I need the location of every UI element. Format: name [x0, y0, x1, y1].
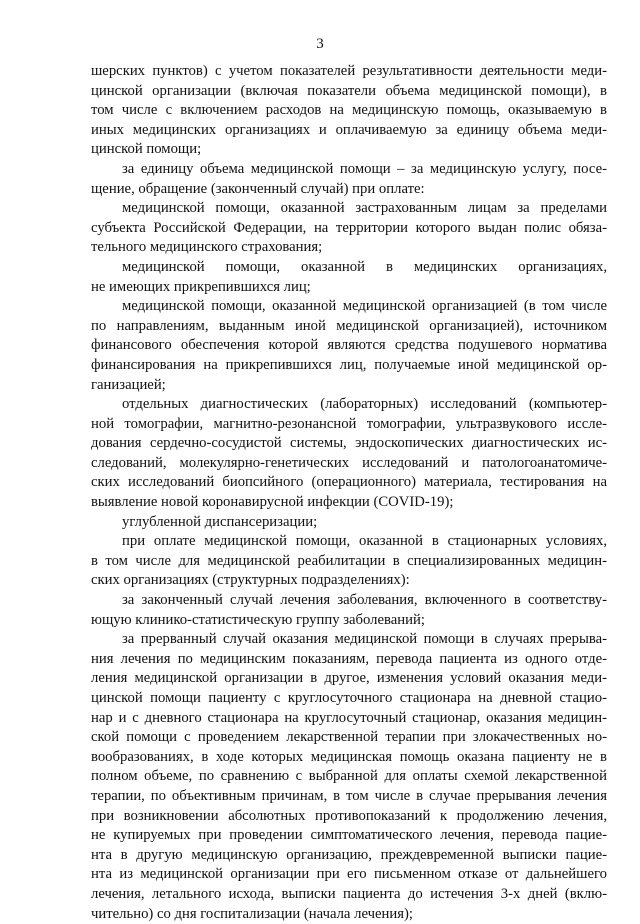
text-line: отдельных диагностических (лабораторных) исследований (компьютер-: [122, 396, 607, 413]
text-line: цинской помощи;: [91, 141, 202, 158]
text-line: чительно) со дня госпитализации (начала лечения);: [91, 905, 413, 922]
text-line: шерских пунктов) с учетом показателей результативности деятельности меди-: [91, 63, 607, 79]
text-line: ния лечения по медицинским показаниям, перевода пациента из одного отде-: [91, 650, 607, 667]
text-line: полном объеме, по сравнению с выбранной для оплаты схемой лекарственной: [91, 768, 607, 785]
text-line: ских организациях (структурных подразделениях):: [91, 572, 410, 589]
paragraph: [91, 62, 607, 160]
text-line: углубленной диспансеризации;: [122, 513, 318, 530]
paragraph: [91, 591, 607, 630]
text-line: нта из медицинской организации при его письменном отказе от дальнейшего: [91, 866, 607, 883]
text-line: субъекта Российской Федерации, на территории которого выдан полис обяза-: [91, 219, 607, 236]
text-line: медицинской помощи, оказанной застрахованным лицам за пределами: [122, 200, 607, 217]
document-body: [91, 62, 607, 924]
text-line: щение, обращение (законченный случай) при оплате:: [91, 180, 425, 197]
text-line: нта в другую медицинскую организацию, преждевременной выписки пацие-: [91, 846, 607, 863]
text-line: ной томографии, магнитно-резонансной томографии, ультразвукового иссле-: [91, 415, 607, 432]
text-line: при оплате медицинской помощи, оказанной в стационарных условиях,: [122, 533, 607, 550]
text-line: медицинской помощи, оказанной медицинской организацией (в том числе: [122, 298, 607, 315]
paragraph: [91, 258, 607, 297]
text-line: ской помощи с проведением лекарственной терапии при злокачественных но-: [91, 729, 607, 746]
text-line: иных медицинских организациях и оплачиваемую за единицу объема меди-: [91, 121, 607, 138]
text-line: нар и с дневного стационара на круглосуточный стационар, оказания медицин-: [91, 709, 607, 726]
paragraph: [91, 297, 607, 395]
text-line: не имеющих прикрепившихся лиц;: [91, 278, 311, 295]
text-line: не купируемых при проведении симптоматического лечения, перевода пацие-: [91, 827, 607, 844]
text-line: вообразованиях, в ходе которых медицинская помощь оказана пациенту не в: [91, 748, 607, 765]
paragraph: [91, 630, 607, 924]
text-line: том числе с включением расходов на медицинскую помощь, оказываемую в: [91, 102, 607, 119]
text-line: лечения, летального исхода, выписки пациента до истечения 3-х дней (вклю-: [91, 885, 607, 902]
paragraph: [91, 160, 607, 199]
text-line: терапии, по объективным причинам, в том числе в случае прерывания лечения: [91, 787, 607, 804]
text-line: медицинской помощи, оказанной в медицинских организациях,: [122, 258, 607, 275]
text-line: за прерванный случай оказания медицинской помощи в случаях прерыва-: [122, 631, 607, 648]
paragraph: [91, 395, 607, 513]
text-line: следований, молекулярно-генетических исследований и патологоанатомиче-: [91, 454, 607, 471]
text-line: за единицу объема медицинской помощи – за медицинскую услугу, посе-: [122, 160, 607, 177]
text-line: ских исследований биопсийного (операционного) материала, тестирования на: [91, 474, 607, 491]
text-line: выявление новой коронавирусной инфекции (COVID-19);: [91, 494, 454, 511]
text-line: дования сердечно-сосудистой системы, эндоскопических диагностических ис-: [91, 435, 607, 452]
text-line: при возникновении абсолютных противопоказаний к продолжению лечения,: [91, 807, 607, 824]
text-line: в том числе для медицинской реабилитации в специализированных медицин-: [91, 552, 607, 569]
text-line: ющую клинико-статистическую группу заболеваний;: [91, 611, 425, 628]
text-line: финансового обеспечения которой являются средства подушевого норматива: [91, 337, 607, 354]
text-line: цинской помощи пациенту с круглосуточного стационара на дневной стацио-: [91, 690, 607, 706]
text-line: тельного медицинского страхования;: [91, 239, 323, 256]
text-line: за законченный случай лечения заболевания, включенного в соответству-: [122, 592, 607, 609]
paragraph: [91, 513, 607, 533]
text-line: финансирования на прикрепившихся лиц, получаемые иной медицинской ор-: [91, 356, 607, 373]
text-line: по направлениям, выданным иной медицинской организацией), источником: [91, 317, 607, 334]
text-line: ганизацией;: [91, 376, 166, 393]
page-number: 3: [316, 36, 324, 52]
paragraph: [91, 199, 607, 258]
text-line: ления медицинской организации в другое, изменения условий оказания меди-: [91, 670, 607, 687]
paragraph: [91, 532, 607, 591]
text-line: цинской организации (включая показатели объема медицинской помощи), в: [91, 82, 607, 99]
